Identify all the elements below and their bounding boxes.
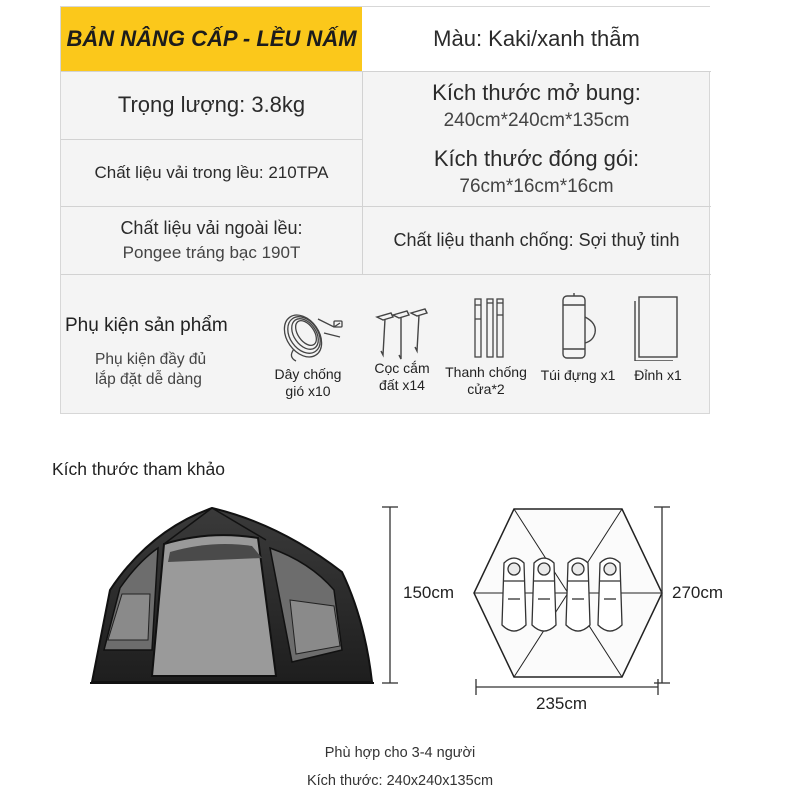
color-spec: Màu: Kaki/xanh thẫm xyxy=(362,7,711,71)
accessory-label-line: đất x14 xyxy=(379,377,425,393)
accessories-desc xyxy=(95,350,206,390)
spec-table xyxy=(60,6,710,414)
weight-spec: Trọng lượng: 3.8kg xyxy=(117,92,306,117)
width-label: 235cm xyxy=(536,694,588,713)
depth-label: 270cm xyxy=(672,583,724,602)
pole-icon xyxy=(469,295,509,361)
accessory-label-line: Túi đựng x1 xyxy=(540,367,616,383)
stake-icon xyxy=(371,303,435,361)
rope-icon xyxy=(274,297,352,365)
depth-dimension-line xyxy=(652,505,672,685)
accessory-label-line: Thanh chống xyxy=(445,364,527,380)
accessory-label xyxy=(263,366,353,400)
accessory-label xyxy=(357,360,447,394)
accessory-label-line: gió x10 xyxy=(285,383,331,399)
packed-size-value: 76cm*16cm*16cm xyxy=(459,175,614,197)
bag-icon xyxy=(557,293,601,361)
outer-fabric-spec xyxy=(61,206,362,274)
accessory-label xyxy=(441,364,531,398)
accessory-label-line: cửa*2 xyxy=(467,381,505,397)
size-caption: Kích thước: 240x240x135cm xyxy=(306,773,494,789)
outer-fabric-value: Pongee tráng bạc 190T xyxy=(122,242,301,262)
reference-title: Kích thước tham khảo xyxy=(52,459,225,479)
height-dimension-line xyxy=(380,505,400,685)
top-cover-icon xyxy=(631,295,681,361)
accessories-desc-line: lắp đặt dễ dàng xyxy=(95,371,202,388)
open-size-value: 240cm*240cm*135cm xyxy=(443,109,630,131)
open-size-label: Kích thước mở bung: xyxy=(432,79,641,105)
accessory-label-line: Đỉnh x1 xyxy=(634,367,682,383)
accessory-label xyxy=(533,367,623,384)
accessory-label xyxy=(613,367,703,384)
inner-fabric-spec: Chất liệu vải trong lều: 210TPA xyxy=(94,162,329,182)
packed-size-label: Kích thước đóng gói: xyxy=(433,145,640,171)
upgrade-badge: BẢN NÂNG CẤP - LỀU NẤM xyxy=(61,7,362,71)
capacity-caption: Phù hợp cho 3-4 người xyxy=(324,745,476,761)
divider xyxy=(61,274,711,275)
accessories-title: Phụ kiện sản phẩm xyxy=(65,315,228,336)
size-spec-block xyxy=(362,71,711,206)
accessory-label-line: Dây chống xyxy=(274,366,342,382)
height-label: 150cm xyxy=(403,583,455,602)
tent-side-illustration xyxy=(80,500,380,690)
outer-fabric-label: Chất liệu vải ngoài lều: xyxy=(120,217,303,238)
floor-plan-illustration xyxy=(472,503,672,683)
pole-material-spec: Chất liệu thanh chống: Sợi thuỷ tinh xyxy=(393,229,680,250)
accessories-desc-line: Phụ kiện đầy đủ xyxy=(95,351,207,368)
accessory-label-line: Cọc cắm xyxy=(374,360,430,376)
